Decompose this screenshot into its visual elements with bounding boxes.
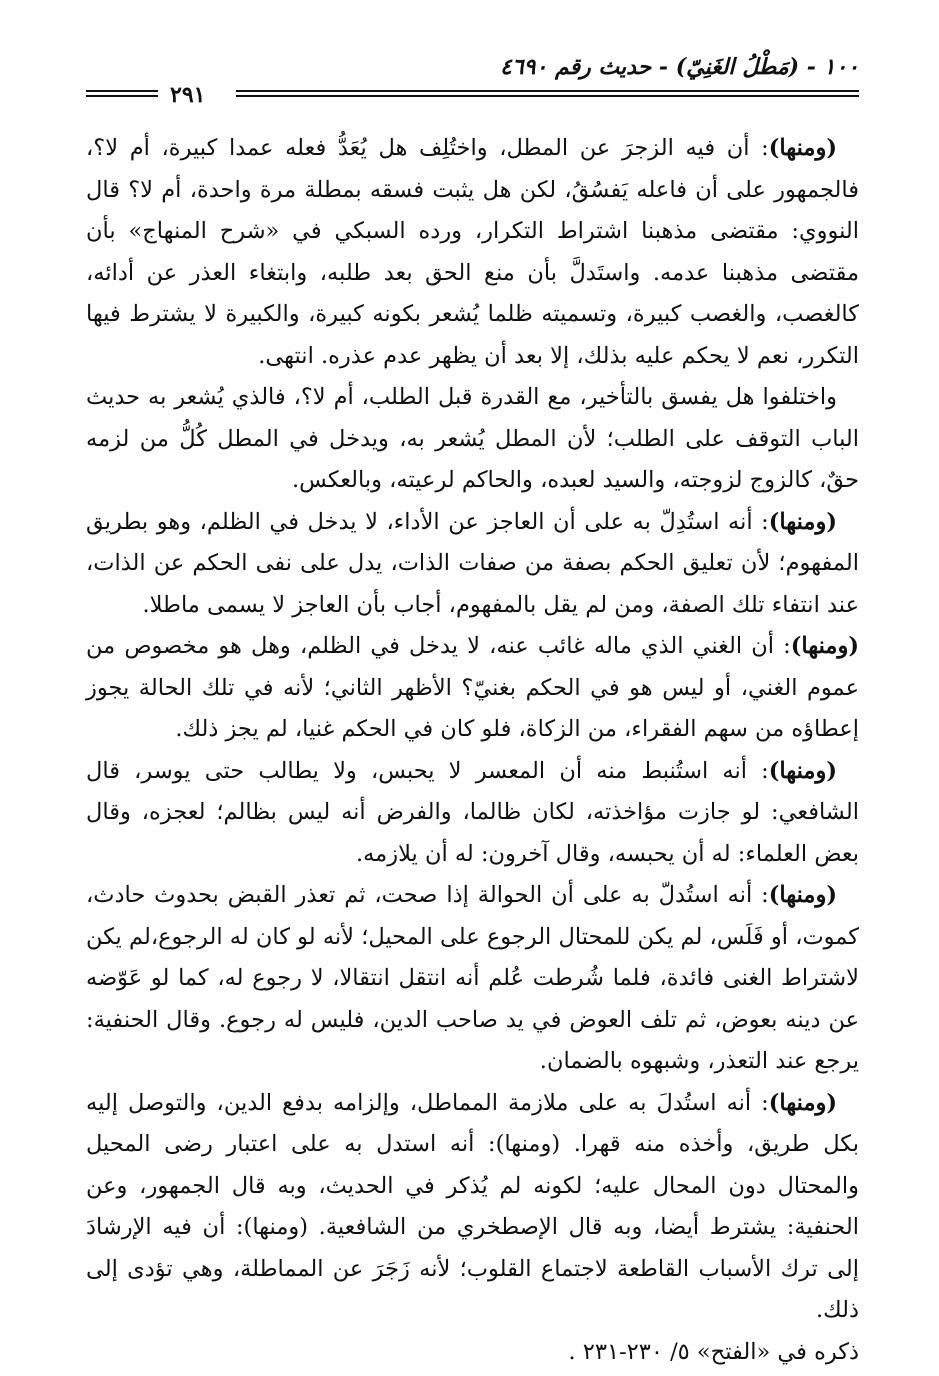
paragraph-lead: (ومنها) bbox=[768, 1089, 838, 1116]
running-title: ١٠٠ - (مَطْلُ الغَنِيّ) - حديث رقم ٤٦٩٠ bbox=[500, 54, 859, 80]
paragraph-lead: (ومنها) bbox=[768, 508, 837, 535]
paragraph bbox=[86, 502, 859, 627]
paragraph-text: : أنه استُدِلّ به على أن العاجز عن الأداء، لا يدخل في الظلم، وهو بطريق المفهوم؛ لأن تعليق الحكم بصفة من صفات الذات، يدل على نفى الحكم عن الذات، عند انتفاء تلك الصفة، ومن لم يقل بالمفهوم، أجاب بأن العاجز لا يسمى ماطلا. bbox=[86, 508, 859, 618]
paragraph bbox=[86, 751, 859, 876]
paragraph-text: : أن الغني الذي ماله غائب عنه، لا يدخل في الظلم، وهل هو مخصوص من عموم الغني، أو ليس هو في الحكم بغنيّ؟ الأظهر الثاني؛ لأنه في تلك الحالة يجوز إعطاؤه من سهم الفقراء، من الزكاة، فلو كان في الحكم غنيا، لم يجز ذلك. bbox=[86, 633, 859, 742]
header-rule-right bbox=[236, 90, 859, 97]
paragraph bbox=[86, 377, 859, 502]
paragraph-text: واختلفوا هل يفسق بالتأخير، مع القدرة قبل الطلب، أم لا؟، فالذي يُشعر به حديث الباب التوقف على الطلب؛ لأن المطل يُشعر به، ويدخل في المطل كُلُّ من لزمه حقٌ، كالزوج لزوجته، والسيد لعبده، والحاكم لرعيته، وبالعكس. bbox=[86, 384, 859, 493]
paragraph bbox=[86, 626, 859, 751]
paragraph-text: : أن فيه الزجرَ عن المطل، واختُلِف هل يُعَدُّ فعله عمدا كبيرة، أم لا؟، فالجمهور على أن فاعله يَفسُقُ، لكن هل يثبت فسقه بمطلة مرة واحدة، أم لا؟ قال النووي: مقتضى مذهبنا اشتراط التكرار، ورده السبكي في «شرح المنهاج» بأن مقتضى مذهبنا عدمه. واستَدلَّ بأن منع الحق بعد طلبه، وابتغاء العذر عن أدائه، كالغصب، والغصب كبيرة، وتسميته ظلما يُشعر بكونه كبيرة، والكبيرة لا يشترط فيها التكرر، نعم لا يحكم عليه بذلك، إلا بعد أن يظهر عدم عذره. انتهى. bbox=[86, 135, 859, 369]
page-number: ٢٩١ bbox=[170, 82, 206, 108]
paragraph-lead: (ومنها) bbox=[768, 757, 837, 784]
paragraph-text: : أنه استُنبط منه أن المعسر لا يحبس، ولا يطالب حتى يوسر، قال الشافعي: لو جازت مؤاخذته، لكان ظالما، والفرض أنه ليس بظالم؛ لعجزه، وقال بعض العلماء: له أن يحبسه، وقال آخرون: له أن يلازمه. bbox=[86, 757, 859, 867]
paragraph bbox=[86, 875, 859, 1083]
paragraph bbox=[86, 1083, 859, 1332]
paragraph bbox=[86, 128, 859, 377]
source-reference: ذكره في «الفتح» ٥/ ٢٣٠-٢٣١ . bbox=[568, 1338, 859, 1365]
paragraph-text: : أنه استُدلَ به على ملازمة المماطل، وإلزامه بدفع الدين، والتوصل إليه بكل طريق، وأخذه منه قهرا. (ومنها): أنه استدل به على اعتبار رضى المحيل والمحتال دون المحال عليه؛ لكونه لم يُذكر في الحديث، وبه قال الجمهور، وعن الحنفية: يشترط أيضا، وبه قال الإصطخري من الشافعية. (ومنها): أن فيه الإرشادَ إلى ترك الأسباب القاطعة لاجتماع القلوب؛ لأنه زَجَرَ عن المماطلة، وهي تؤدى إلى ذلك. bbox=[86, 1089, 859, 1323]
header-rule-left bbox=[86, 90, 158, 97]
paragraph-text: : أنه استُدلّ به على أن الحوالة إذا صحت، ثم تعذر القبض بحدوث حادث، كموت، أو فَلَس، لم يكن للمحتال الرجوع على المحيل؛ لأنه لو كان له الرجوع،لم يكن لاشتراط الغنى فائدة، فلما شُرطت عُلم أنه انتقل انتقالا، لا رجوع له، كما لو عَوّضه عن دينه بعوض، ثم تلف العوض في يد صاحب الدين، فليس له رجوع. وقال الحنفية: يرجع عند التعذر، وشبهوه بالضمان. bbox=[86, 882, 859, 1074]
paragraph-lead: (ومنها) bbox=[768, 135, 837, 161]
paragraph-lead: (ومنها) bbox=[768, 882, 837, 908]
paragraph-lead: (ومنها) bbox=[790, 633, 859, 659]
page-header bbox=[86, 52, 859, 112]
body-text bbox=[86, 128, 859, 1373]
